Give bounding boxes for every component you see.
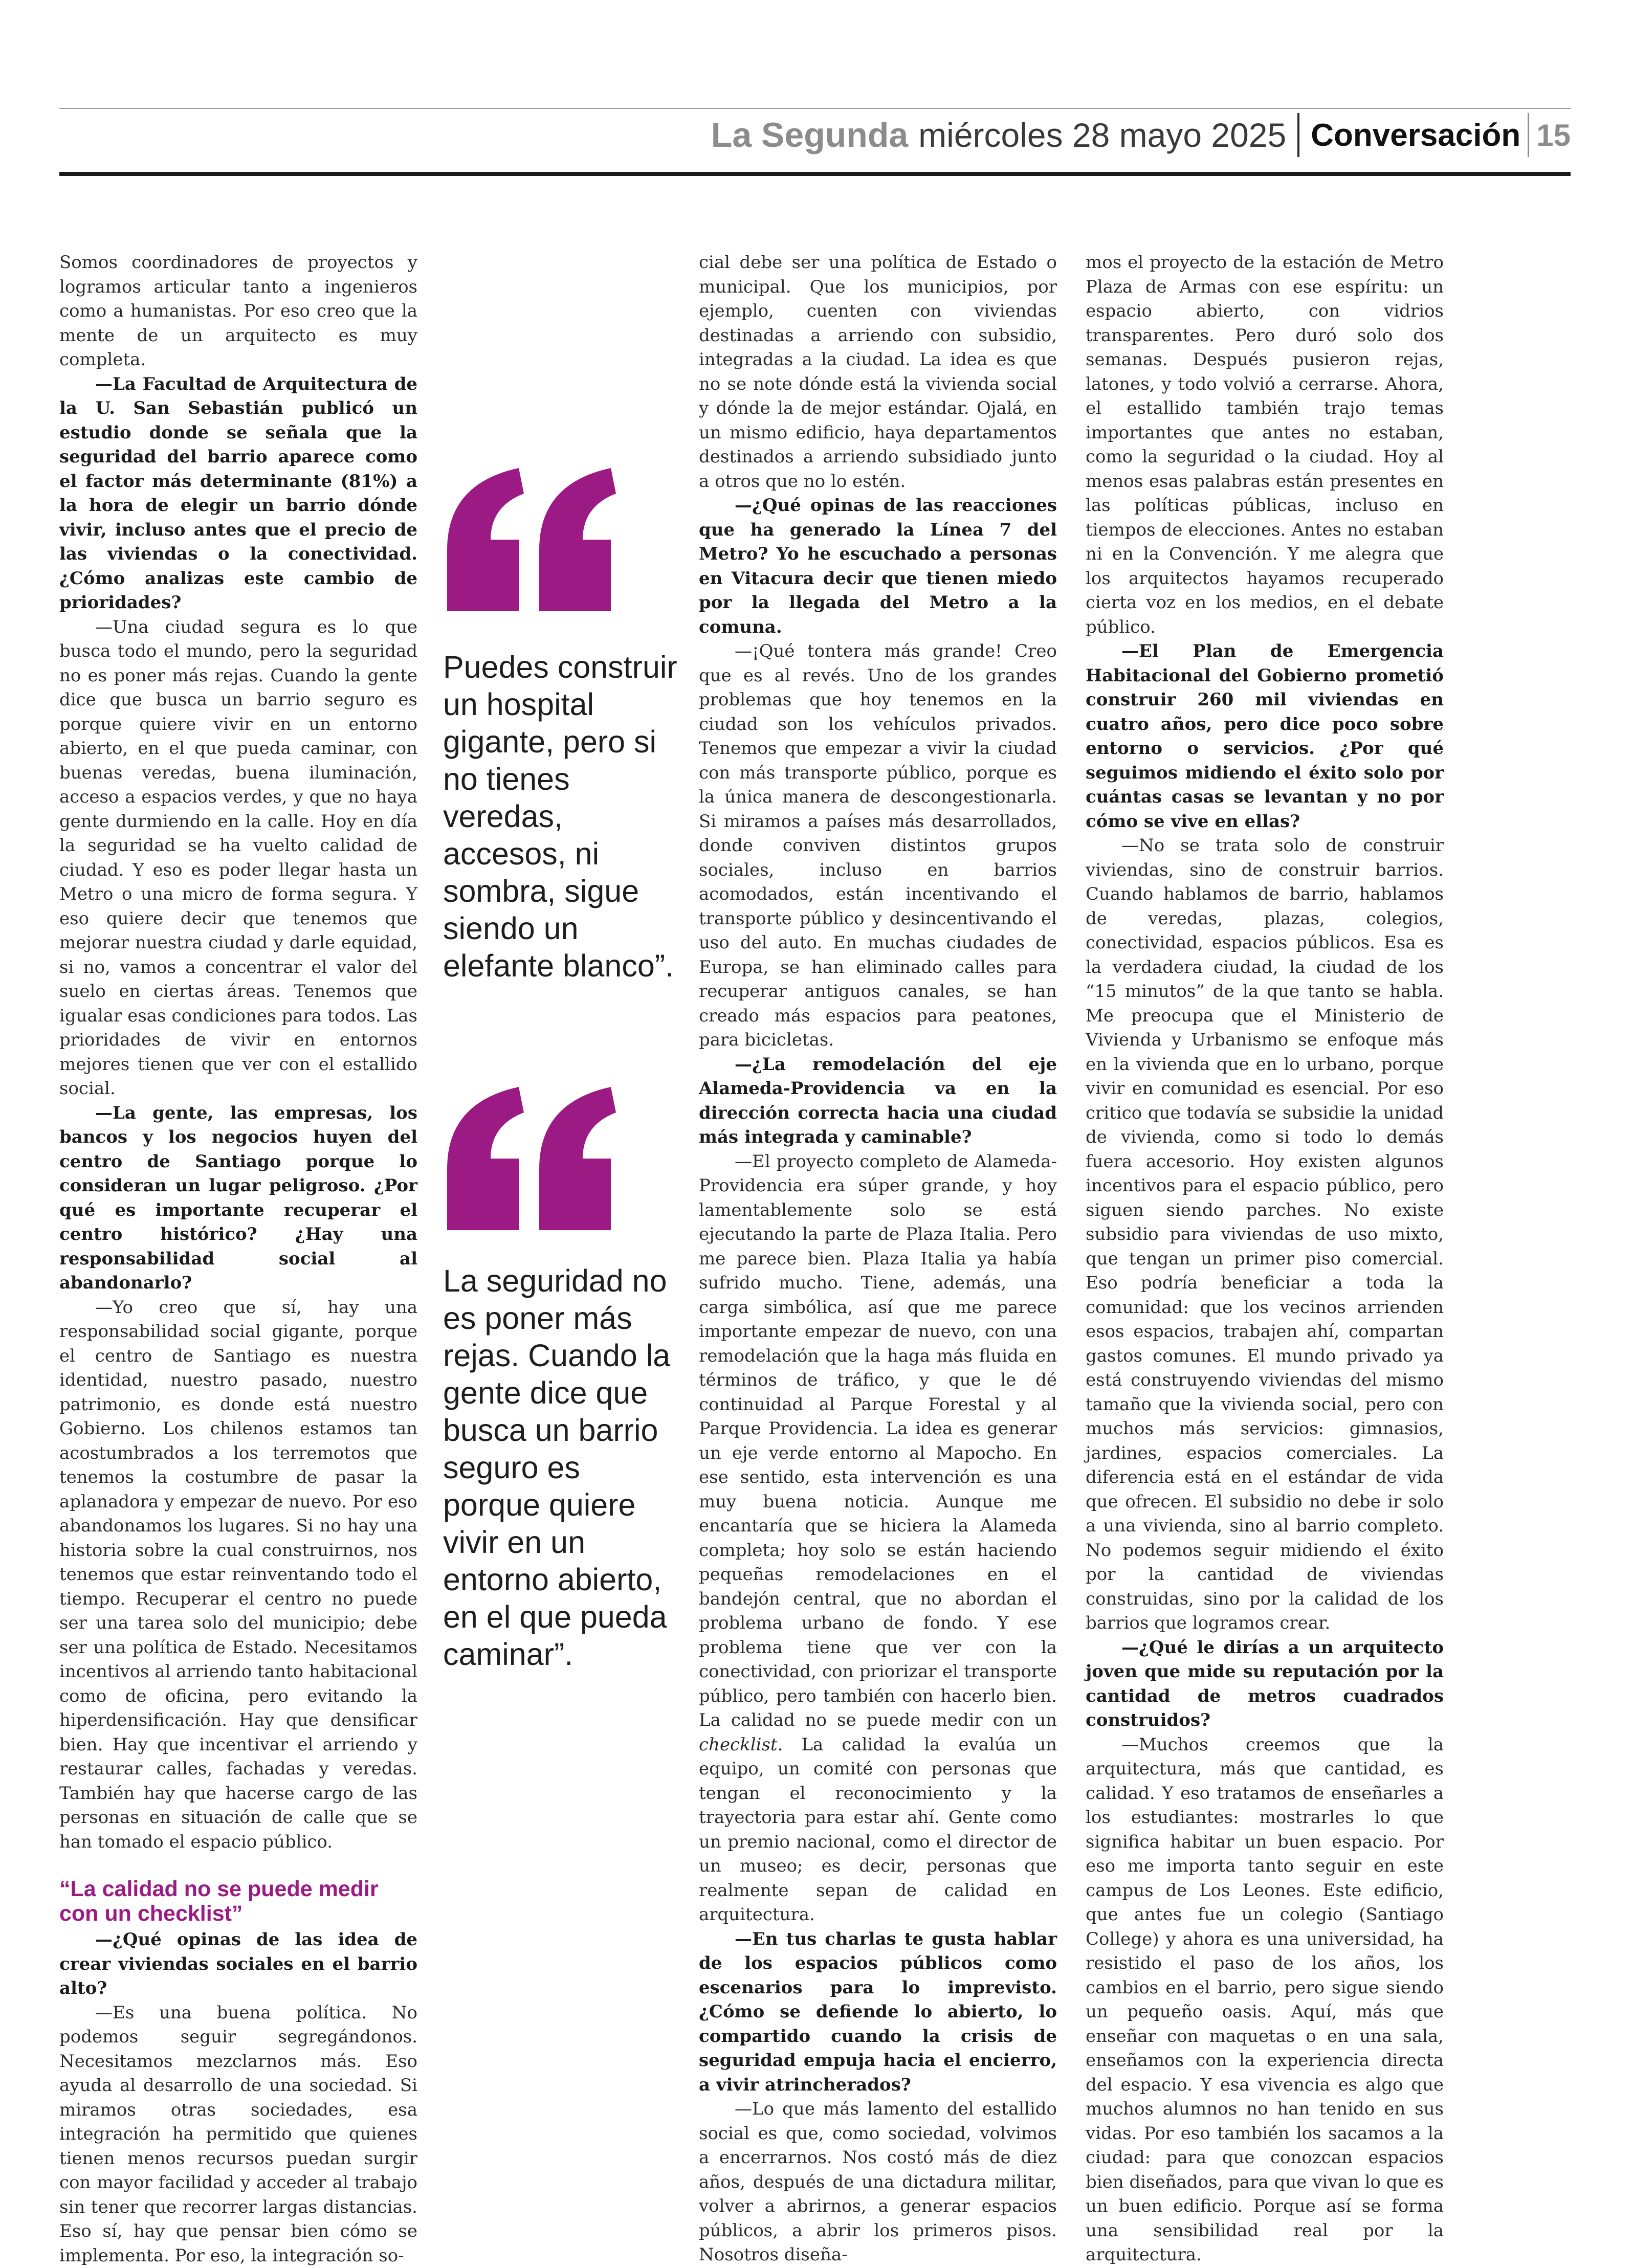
answer-text: —El proyecto completo de Alameda-Providencia era súper grande, y hoy lamentablemente solo se está ejecutando la parte de Plaza Italia. Pero me parece bien. Plaza Italia ya había sufrido mucho. Tiene, además, una carga simbólica, así que me parece importante empezar de nuevo, con una remodelación que la haga más fluida en términos de tráfico, y que le dé continuidad al Parque Forestal y al Parque Providencia. La idea es generar un eje verde entorno al Mapocho. En ese sentido, esta intervención es una muy buena noticia. Aunque me encantaría que se hiciera la Alameda completa; hoy solo se están haciendo pequeñas remodelaciones en el bandejón central, que no abordan el problema urbano de fondo. Y ese problema tiene que ver con la conectividad, con priorizar el transporte público, pero también con hacerlo bien. La calidad no se puede medir con un: [699, 1151, 1057, 1731]
paragraph: cial debe ser una política de Estado o municipal. Que los municipios, por ejemplo, cuenten con viviendas destinadas a arriendo con subsidio, integradas a la ciudad. La idea es que no se note dónde está la vivienda social y dónde la de mejor estándar. Ojalá, en un mismo edificio, haya departamentos destinados a arriendo subsidiado junto a otros que no lo estén.: [699, 251, 1057, 494]
interview-answer: [699, 1150, 1057, 1927]
article-column-1: [59, 251, 417, 2072]
article-column-2: [699, 251, 1057, 2072]
interview-answer: —No se trata solo de construir viviendas, sino de construir barrios. Cuando hablamos de barrio, hablamos de veredas, plazas, colegios, conectividad, espacios públicos. Esa es la verdadera ciudad, la ciudad de los “15 minutos” de la que tanto se habla. Me preocupa que el Ministerio de Vivienda y Urbanismo se enfoque más en la vivienda que en lo urbano, porque vivir en comunidad es esencial. Por eso critico que todavía se subsidie la unidad de vivienda, como si todo lo demás fuera accesorio. Hoy existen algunos incentivos para el espacio público, pero siguen siendo parches. No existe subsidio para viviendas de uso mixto, que tengan un primer piso comercial. Eso podría beneficiar a toda la comunidad: que los vecinos arrienden esos espacios, trabajen ahí, compartan gastos comunes. El mundo privado ya está construyendo viviendas del mismo tamaño que la vivienda social, pero con muchos más servicios: gimnasios, jardines, espacios comerciales. La diferencia está en el estándar de vida que ofrecen. El subsidio no debe ir solo a una vivienda, sino al barrio completo. No podemos seguir midiendo el éxito por la cantidad de viviendas construidas, sino por la calidad de los barrios que logramos crear.: [1086, 834, 1444, 1636]
page-number: 15: [1536, 118, 1571, 153]
header-divider: [1528, 113, 1529, 157]
answer-text: . La calidad la evalúa un equipo, un comité con personas que tengan el reconocimiento y la trayectoria para estar ahí. Gente como un premio nacional, como el director de un museo; es decir, personas que realmente sepan de calidad en arquitectura.: [699, 1735, 1057, 1925]
pull-quote: Puedes construir un hospital gigante, pero si no tienes veredas, accesos, ni sombra, sigue siendo un elefante blanco”.: [443, 649, 681, 985]
article-column-3: [1086, 251, 1444, 2072]
interview-answer: —Muchos creemos que la arquitectura, más que cantidad, es calidad. Y eso tratamos de enseñarles a los estudiantes: mostrarles lo que significa habitar un buen espacio. Por eso me importa tanto seguir en este campus de Los Leones. Este edificio, que antes fue un colegio (Santiago College) y ahora es una universidad, ha resistido el paso de los años, los cambios en el barrio, pero sigue siendo un pequeño oasis. Aquí, más que enseñar con maquetas o en una sala, enseñamos con la experiencia directa del espacio. Y esa vivencia es algo que muchos alumnos no han tenido en sus vidas. Por eso también los sacamos a la ciudad: para que conozcan espacios bien diseñados, para que vivan lo que es un buen edificio. Porque así se forma una sensibilidad real por la arquitectura.: [1086, 1733, 1444, 2267]
interview-answer: —Yo creo que sí, hay una responsabilidad social gigante, porque el centro de Santiago es nuestra identidad, nuestro pasado, nuestro patrimonio, es donde está nuestro Gobierno. Los chilenos estamos tan acostumbrados a los terremotos que tenemos la costumbre de pasar la aplanadora y empezar de nuevo. Por eso abandonamos los lugares. Si no hay una historia sobre la cual construirnos, nos tenemos que estar reinventando todo el tiempo. Recuperar el centro no puede ser una tarea solo del municipio; debe ser una política de Estado. Necesitamos incentivos al arriendo tanto habitacional como de oficina, pero evitando la hiperdensificación. Hay que densificar bien. Hay que incentivar el arriendo y restaurar calles, fachadas y veredas. También hay que hacerse cargo de las personas en situación de calle que se han tomado el espacio público.: [59, 1296, 417, 1855]
interview-question: —¿La remodelación del eje Alameda-Providencia va en la dirección correcta hacia una ciudad más integrada y caminable?: [699, 1053, 1057, 1150]
header-divider: [1297, 113, 1299, 157]
interview-question: —El Plan de Emergencia Habitacional del Gobierno prometió construir 260 mil viviendas en cuatro años, pero dice poco sobre entorno o servicios. ¿Por qué seguimos midiendo el éxito solo por cuántas casas se levantan y no por cómo se vive en ellas?: [1086, 639, 1444, 834]
interview-question: —La Facultad de Arquitectura de la U. San Sebastián publicó un estudio donde se señala que la seguridad del barrio aparece como el factor más determinante (81%) a la hora de elegir un barrio dónde vivir, incluso antes que el precio de las viviendas o la conectividad. ¿Cómo analizas este cambio de prioridades?: [59, 372, 417, 615]
interview-question: —En tus charlas te gusta hablar de los espacios públicos como escenarios para lo imprevisto. ¿Cómo se defiende lo abierto, lo compartido cuando la crisis de seguridad empuja hacia el encierro, a vivir atrincherados?: [699, 1927, 1057, 2098]
pull-quote: La seguridad no es poner más rejas. Cuando la gente dice que busca un barrio seguro es porque quiere vivir en un entorno abierto, en el que pueda caminar”.: [443, 1262, 681, 1673]
header-top-rule: [59, 108, 1571, 109]
interview-question: —¿Qué opinas de las reacciones que ha generado la Línea 7 del Metro? Yo he escuchado a personas en Vitacura decir que tienen miedo por la llegada del Metro a la comuna.: [699, 494, 1057, 639]
quote-mark-icon: [442, 1082, 616, 1235]
interview-answer: —Lo que más lamento del estallido social es que, como sociedad, volvimos a encerrarnos. Nos costó más de diez años, después de una dictadura militar, volver a abrirnos, a generar espacios públicos, a abrir los primeros pisos. Nosotros diseña-: [699, 2097, 1057, 2267]
interview-answer: —Es una buena política. No podemos seguir segregándonos. Necesitamos mezclarnos más. Eso ayuda al desarrollo de una sociedad. Si miramos otras sociedades, esa integración ha permitido que quienes tienen menos recursos puedan surgir con mayor facilidad y acceder al trabajo sin tener que recorrer largas distancias. Eso sí, hay que pensar bien cómo se implementa. Por eso, la integración so-: [59, 2001, 417, 2268]
page-header: [711, 113, 1571, 157]
paragraph: Somos coordinadores de proyectos y logramos articular tanto a ingenieros como a humanistas. Por eso creo que la mente de un arquitecto es muy completa.: [59, 251, 417, 372]
quote-mark-icon: [442, 463, 616, 616]
publication-name: La Segunda: [711, 115, 908, 155]
header-bottom-rule: [59, 172, 1571, 176]
interview-question: —¿Qué le dirías a un arquitecto joven que mide su reputación por la cantidad de metros cuadrados construidos?: [1086, 1636, 1444, 1733]
section-name: Conversación: [1311, 117, 1520, 153]
publication-date: miércoles 28 mayo 2025: [918, 116, 1286, 154]
interview-question: —La gente, las empresas, los bancos y los negocios huyen del centro de Santiago porque lo consideran un lugar peligroso. ¿Por qué es importante recuperar el centro histórico? ¿Hay una responsabilidad social al abandonarlo?: [59, 1101, 417, 1296]
section-subhead: “La calidad no se puede medir con un checklist”: [59, 1877, 417, 1926]
interview-answer: —Una ciudad segura es lo que busca todo el mundo, pero la seguridad no es poner más rejas. Cuando la gente dice que busca un barrio seguro es porque quiere vivir en un entorno abierto, en el que pueda caminar, con buenas veredas, buena iluminación, acceso a espacios verdes, y que no haya gente durmiendo en la calle. Hoy en día la seguridad se ha vuelto calidad de ciudad. Y eso es poder llegar hasta un Metro o una micro de forma segura. Y eso quiere decir que tenemos que mejorar nuestra ciudad y darle equidad, si no, vamos a concentrar el valor del suelo en ciertas áreas. Tenemos que igualar esas condiciones para todos. Las prioridades de vivir en entornos mejores tienen que ver con el estallido social.: [59, 615, 417, 1101]
answer-italic-term: checklist: [699, 1735, 778, 1755]
interview-answer: —¡Qué tontera más grande! Creo que es al revés. Uno de los grandes problemas que hoy tenemos en la ciudad son los vehículos privados. Tenemos que empezar a vivir la ciudad con más transporte público, porque es la única manera de descongestionarla. Si miramos a países más desarrollados, donde conviven distintos grupos sociales, incluso en barrios acomodados, están incentivando el transporte público y desincentivando el uso del auto. En muchas ciudades de Europa, se han eliminado calles para recuperar antiguos canales, se han creado más espacios para peatones, para bicicletas.: [699, 639, 1057, 1053]
paragraph: mos el proyecto de la estación de Metro Plaza de Armas con ese espíritu: un espacio abierto, con vidrios transparentes. Pero duró solo dos semanas. Después pusieron rejas, latones, y todo volvió a cerrarse. Ahora, el estallido también trajo temas importantes que antes no estaban, como la seguridad o la ciudad. Hoy al menos esas palabras están presentes en las políticas públicas, incluso en tiempos de elecciones. Antes no estaban ni en la Convención. Y me alegra que los arquitectos hayamos recuperado cierta voz en los medios, en el debate público.: [1086, 251, 1444, 639]
interview-question: —¿Qué opinas de las idea de crear viviendas sociales en el barrio alto?: [59, 1928, 417, 2001]
